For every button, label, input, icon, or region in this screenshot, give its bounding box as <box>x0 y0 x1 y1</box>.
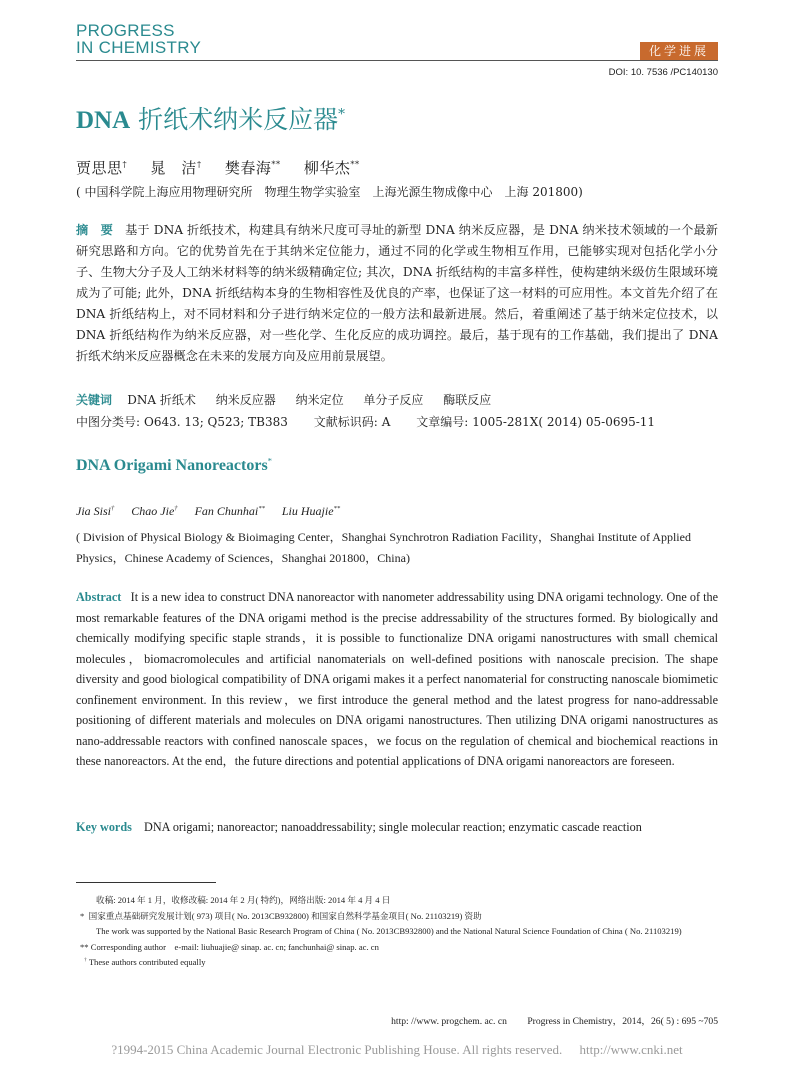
author-en-4 <box>282 504 340 518</box>
author-cn-1 <box>76 159 127 177</box>
journal-name-line1: PROGRESS <box>76 21 175 40</box>
footnote-corresponding-text: Corresponding author e-mail: liuhuajie@ sinap. ac. cn; fanchunhai@ sinap. ac. cn <box>90 941 379 952</box>
footnote-funding-en: The work was supported by the National Basic Research Program of China ( No. 2013CB932800) and the National Natural Science Foundation of China ( No. 21103219) <box>96 926 682 936</box>
author-en-2 <box>131 504 177 518</box>
author-cn-3 <box>225 159 281 177</box>
article-no-value: 1005-281X( 2014) 05-0695-11 <box>472 415 656 429</box>
cnki-url[interactable]: http://www.cnki.net <box>579 1042 683 1057</box>
title-cn-latin: DNA <box>76 107 131 134</box>
page-footer <box>373 1013 718 1027</box>
cnki-copyright-bar <box>0 1042 794 1058</box>
title-en-text: DNA Origami Nanoreactors <box>76 457 268 474</box>
journal-url[interactable]: http: //www. progchem. ac. cn <box>391 1016 507 1027</box>
header-rule <box>76 60 718 61</box>
keyword-cn-item: 纳米定位 <box>295 393 344 407</box>
author-cn-name: 樊春海 <box>224 159 272 177</box>
title-cn-mark: * <box>338 106 345 123</box>
doc-code-value: A <box>381 415 391 429</box>
abstract-cn <box>76 220 718 367</box>
footnote-rule <box>76 882 216 883</box>
author-en-mark: † <box>174 505 178 512</box>
title-en <box>76 457 272 475</box>
keyword-cn-item: 单分子反应 <box>363 393 424 407</box>
journal-logo <box>76 22 201 56</box>
journal-name-line2: IN CHEMISTRY <box>76 38 202 57</box>
keywords-en-text: DNA origami; nanoreactor; nanoaddressability; single molecular reaction; enzymatic cascade reaction <box>144 820 642 834</box>
abstract-cn-label: 摘 要 <box>76 223 114 237</box>
author-cn-4 <box>304 159 360 177</box>
keywords-en <box>76 817 718 838</box>
abstract-cn-text: 基于 DNA 折纸技术，构建具有纳米尺度可寻址的新型 DNA 纳米反应器，是 DNA 纳米技术领域的一个最新研究思路和方向。它的优势首先在于其纳米定位能力，通过不同的化学或生物相互作用，已能够实现对包括化学小分子、生物大分子及人工纳米材料等的纳米级精确定位; 其次，DNA 折纸结构的丰富多样性，使构建纳米级仿生限域环境成为了可能; 此外，DNA 折纸结构本身的生物相容性及优良的产率，也保证了这一材料的可应用性。本文首先介绍了在 DNA 折纸结构上，对不同材料和分子进行纳米定位的一般方法和最新进展。然后，着重阐述了基于纳米定位技术，以 DNA 折纸结构作为纳米反应器，对一些化学、生化反应的成功调控。最后，基于现有的工作基础，我们提出了 DNA 折纸术纳米反应器概念在未来的发展方向及应用前景展望。 <box>76 223 718 363</box>
section-tag: 化学进展 <box>640 42 718 60</box>
keyword-cn-item: 纳米反应器 <box>215 393 276 407</box>
title-cn <box>76 100 345 136</box>
author-cn-mark: ** <box>271 159 281 169</box>
footnotes <box>76 893 718 971</box>
classification-line <box>76 413 655 430</box>
author-en-1 <box>76 504 114 518</box>
author-cn-mark: ** <box>350 159 360 169</box>
footnote-equal <box>76 955 718 971</box>
cnki-copyright: ?1994-2015 China Academic Journal Electronic Publishing House. All rights reserved. <box>111 1042 563 1057</box>
article-no-label: 文章编号: <box>416 415 469 429</box>
clc-value: O643. 13; Q523; TB383 <box>144 415 288 429</box>
affiliation-en: ( Division of Physical Biology & Bioimaging Center，Shanghai Synchrotron Radiation Facility，Shanghai Institute of Applied Physics，Chinese Academy of Sciences，Shanghai 201800，China) <box>76 530 691 565</box>
keywords-cn-label: 关键词 <box>76 393 113 407</box>
author-en-name: Liu Huajie <box>281 504 334 518</box>
footnote-corresponding <box>76 940 718 956</box>
footnote-equal-text: These authors contributed equally <box>88 957 206 967</box>
title-cn-text: 折纸术纳米反应器 <box>130 105 339 134</box>
doc-code-label: 文献标识码: <box>313 415 378 429</box>
footnote-funding-cn <box>76 909 718 925</box>
affiliation-cn: ( 中国科学院上海应用物理研究所 物理生物学实验室 上海光源生物成像中心 上海 201800) <box>76 185 583 199</box>
abstract-en-text: It is a new idea to construct DNA nanoreactor with nanometer addressability using DNA origami technology. One of the most remarkable features of the DNA origami method is the precise addressability of the structures formed. By biologically and chemically modifying specific staple strands，it is possible to functionalize DNA origami nanostructures with small chemical molecules，biomacromolecules and artificial nanomaterials on well-defined positions with nanoscale precision. The shape diversity and good biological compatibility of DNA origami makes it a perfect nanomaterial for constructing nanoscale biomimetic confinement environment. In this review，we first introduce the general method and the latest progress for nano-addressable positioning of different materials and molecules on DNA origami nanostructures. Then utilizing DNA origami nanostructures as nano-addressable reactors with confined nanoscale spaces，we focus on the regulation of chemical and biochemical reactions in these nanoreactors. At the end，the future directions and potential applications of DNA origami nanoreactors are foreseen. <box>76 590 718 768</box>
author-cn-mark: † <box>196 159 202 169</box>
footnote-corresponding-mark: ** <box>80 941 89 952</box>
author-en-mark: ** <box>258 505 265 512</box>
footnote-funding-mark: * <box>80 910 85 921</box>
author-en-name: Jia Sisi <box>76 504 111 518</box>
journal-citation: Progress in Chemistry，2014，26( 5) : 695 ~705 <box>527 1016 718 1027</box>
author-cn-name: 柳华杰 <box>303 159 351 177</box>
author-en-name: Chao Jie <box>131 504 175 518</box>
title-en-mark: * <box>267 455 273 466</box>
author-en-mark: † <box>111 505 115 512</box>
abstract-en <box>76 587 718 772</box>
clc-label: 中图分类号: <box>76 415 141 429</box>
doi: DOI: 10. 7536 /PC140130 <box>608 67 718 78</box>
authors-en <box>76 504 354 519</box>
keywords-cn <box>76 391 507 408</box>
authors-cn <box>76 157 378 178</box>
author-cn-2 <box>150 159 201 177</box>
footnote-equal-mark: † <box>84 958 87 964</box>
keywords-en-label: Key words <box>76 820 132 834</box>
abstract-en-label: Abstract <box>76 590 122 604</box>
author-en-name: Fan Chunhai <box>194 504 259 518</box>
author-cn-mark: † <box>122 159 128 169</box>
author-en-mark: ** <box>333 505 341 512</box>
footnote-funding-cn-text: 国家重点基础研究发展计划( 973) 项目( No. 2013CB932800) 和国家自然科学基金项目( No. 21103219) 资助 <box>88 910 482 921</box>
author-cn-name: 晁 洁 <box>150 159 197 177</box>
keyword-cn-item: 酶联反应 <box>443 393 492 407</box>
footnote-received: 收稿: 2014 年 1 月，收修改稿: 2014 年 2 月( 特约)，网络出版: 2014 年 4 月 4 日 <box>96 895 391 905</box>
author-en-3 <box>195 504 265 518</box>
keyword-cn-item: DNA 折纸术 <box>127 393 196 407</box>
author-cn-name: 贾思思 <box>76 159 123 177</box>
